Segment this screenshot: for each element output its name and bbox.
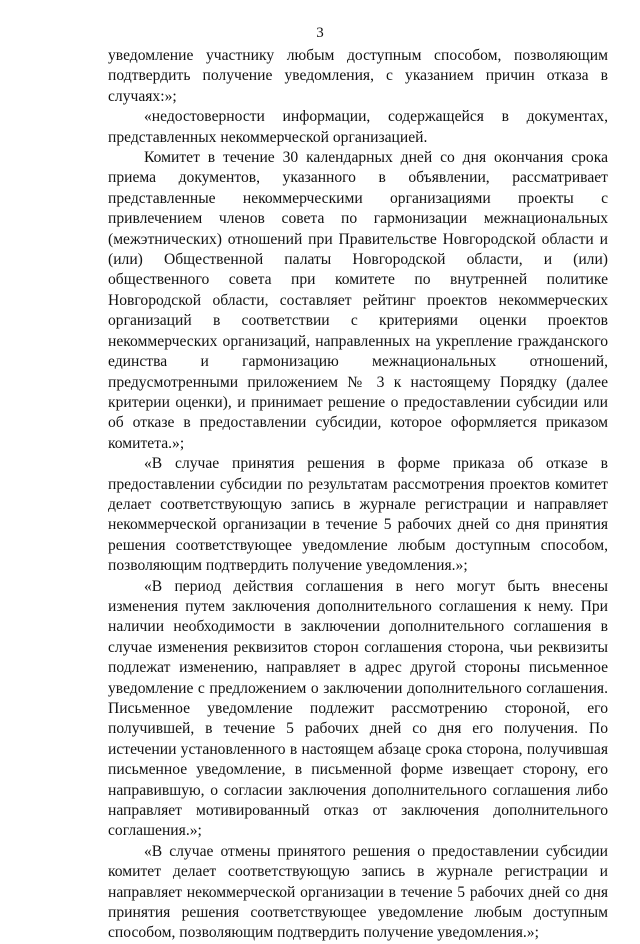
paragraph-5: «В период действия соглашения в него могут быть внесены изменения путем заключения дополнительного соглашения к нему. При наличии необходимости в заключении дополнительного соглашения в случае изменения реквизитов сторон соглашения сторона, чьи реквизиты подлежат изменению, направляет в адрес другой стороны письменное уведомление с предложением о заключении дополнительного соглашения. Письменное уведомление подлежит рассмотрению стороной, его получившей, в течение 5 рабочих дней со дня его получения. По истечении установленного в настоящем абзаце срока сторона, получившая письменное уведомление, в письменной форме извещает сторону, его направившую, о согласии заключения дополнительного соглашения либо направляет мотивированный отказ от заключения дополнительного соглашения.»; <box>108 577 608 840</box>
paragraph-3: Комитет в течение 30 календарных дней со дня окончания срока приема документов, указанного в объявлении, рассматривает представленные некоммерческими организациями проекты с привлечением членов совета по гармонизации межнациональных (межэтнических) отношений при Правительстве Новгородской области и (или) Общественной палаты Новгородской области, и (или) общественного совета при комитете по внутренней политике Новгородской области, составляет рейтинг проектов некоммерческих организаций в соответствии с критериями оценки проектов некоммерческих организаций, направленных на укрепление гражданского единства и гармонизацию межнациональных отношений, предусмотренными приложением № 3 к настоящему Порядку (далее критерии оценки), и принимает решение о предоставлении субсидии или об отказе в предоставлении субсидии, которое оформляется приказом комитета.»; <box>108 149 608 452</box>
paragraph-2: «недостоверности информации, содержащейся в документах, представленных некоммерческой организацией. <box>108 108 608 146</box>
paragraph-1: уведомление участнику любым доступным способом, позволяющим подтвердить получение уведомления, с указанием причин отказа в случаях:»; <box>108 47 608 105</box>
paragraph-4: «В случае принятия решения в форме приказа об отказе в предоставлении субсидии по результатам рассмотрения проектов комитет делает соответствующую запись в журнале регистрации и направляет некоммерческой организации в течение 5 рабочих дней со дня принятия решения соответствующее уведомление любым доступным способом, позволяющим подтвердить получение уведомления.»; <box>108 455 608 575</box>
document-body <box>108 46 608 944</box>
paragraph-6: «В случае отмены принятого решения о предоставлении субсидии комитет делает соответствующую запись в журнале регистрации и направляет некоммерческой организации в течение 5 рабочих дней со дня принятия решения соответствующее уведомление любым доступным способом, позволяющим подтвердить получение уведомления.»; <box>108 842 608 942</box>
page-number: 3 <box>316 25 324 41</box>
